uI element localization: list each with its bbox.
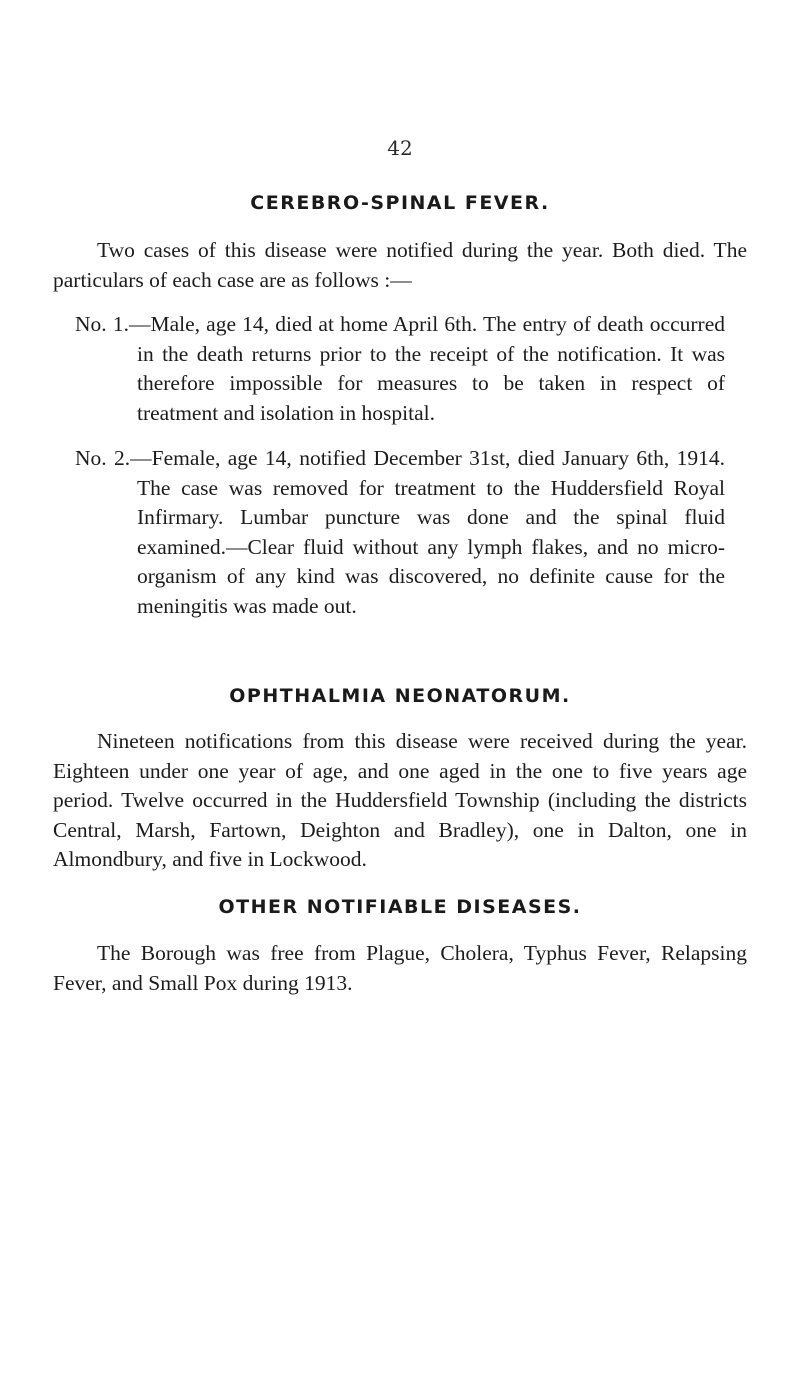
page-number: 42 — [387, 136, 413, 160]
other-diseases-paragraph: The Borough was free from Plague, Cholera, Typhus Fever, Relapsing Fever, and Small Pox during 1913. — [53, 941, 747, 995]
case-1-text: —Male, age 14, died at home April 6th. The entry of death occurred in the death returns prior to the receipt of the notification. It was therefore impossible for measures to be taken in respect of treatment and isolation in hospital. — [128, 312, 725, 425]
cerebro-intro-paragraph: Two cases of this disease were notified during the year. Both died. The particulars of each case are as follows :— — [53, 238, 747, 292]
heading-cerebro-spinal-fever: CEREBRO-SPINAL FEVER. — [250, 192, 550, 214]
heading-other-notifiable-diseases: OTHER NOTIFIABLE DISEASES. — [218, 896, 582, 918]
ophthalmia-paragraph: Nineteen notifications from this disease were received during the year. Eighteen under one year of age, and one aged in the one to five years age period. Twelve occurred in the Huddersfield Township (including the districts Central, Marsh, Fartown, Deighton and Bradley), one in Dalton, one in Almondbury, and five in Lockwood. — [53, 729, 747, 871]
case-2-text: —Female, age 14, notified December 31st, died January 6th, 1914. The case was removed for treatment to the Huddersfield Royal Infirmary. Lumbar puncture was done and the spinal fluid examined.—Clear fluid without any lymph flakes, and no micro-organism of any kind was discovered, no definite cause for the meningitis was made out. — [130, 446, 726, 618]
case-2-label: No. 2. — [75, 446, 131, 470]
case-1-label: No. 1. — [75, 312, 129, 336]
heading-ophthalmia-neonatorum: OPHTHALMIA NEONATORUM. — [229, 685, 571, 707]
case-1 — [75, 310, 725, 430]
case-2 — [75, 444, 725, 624]
